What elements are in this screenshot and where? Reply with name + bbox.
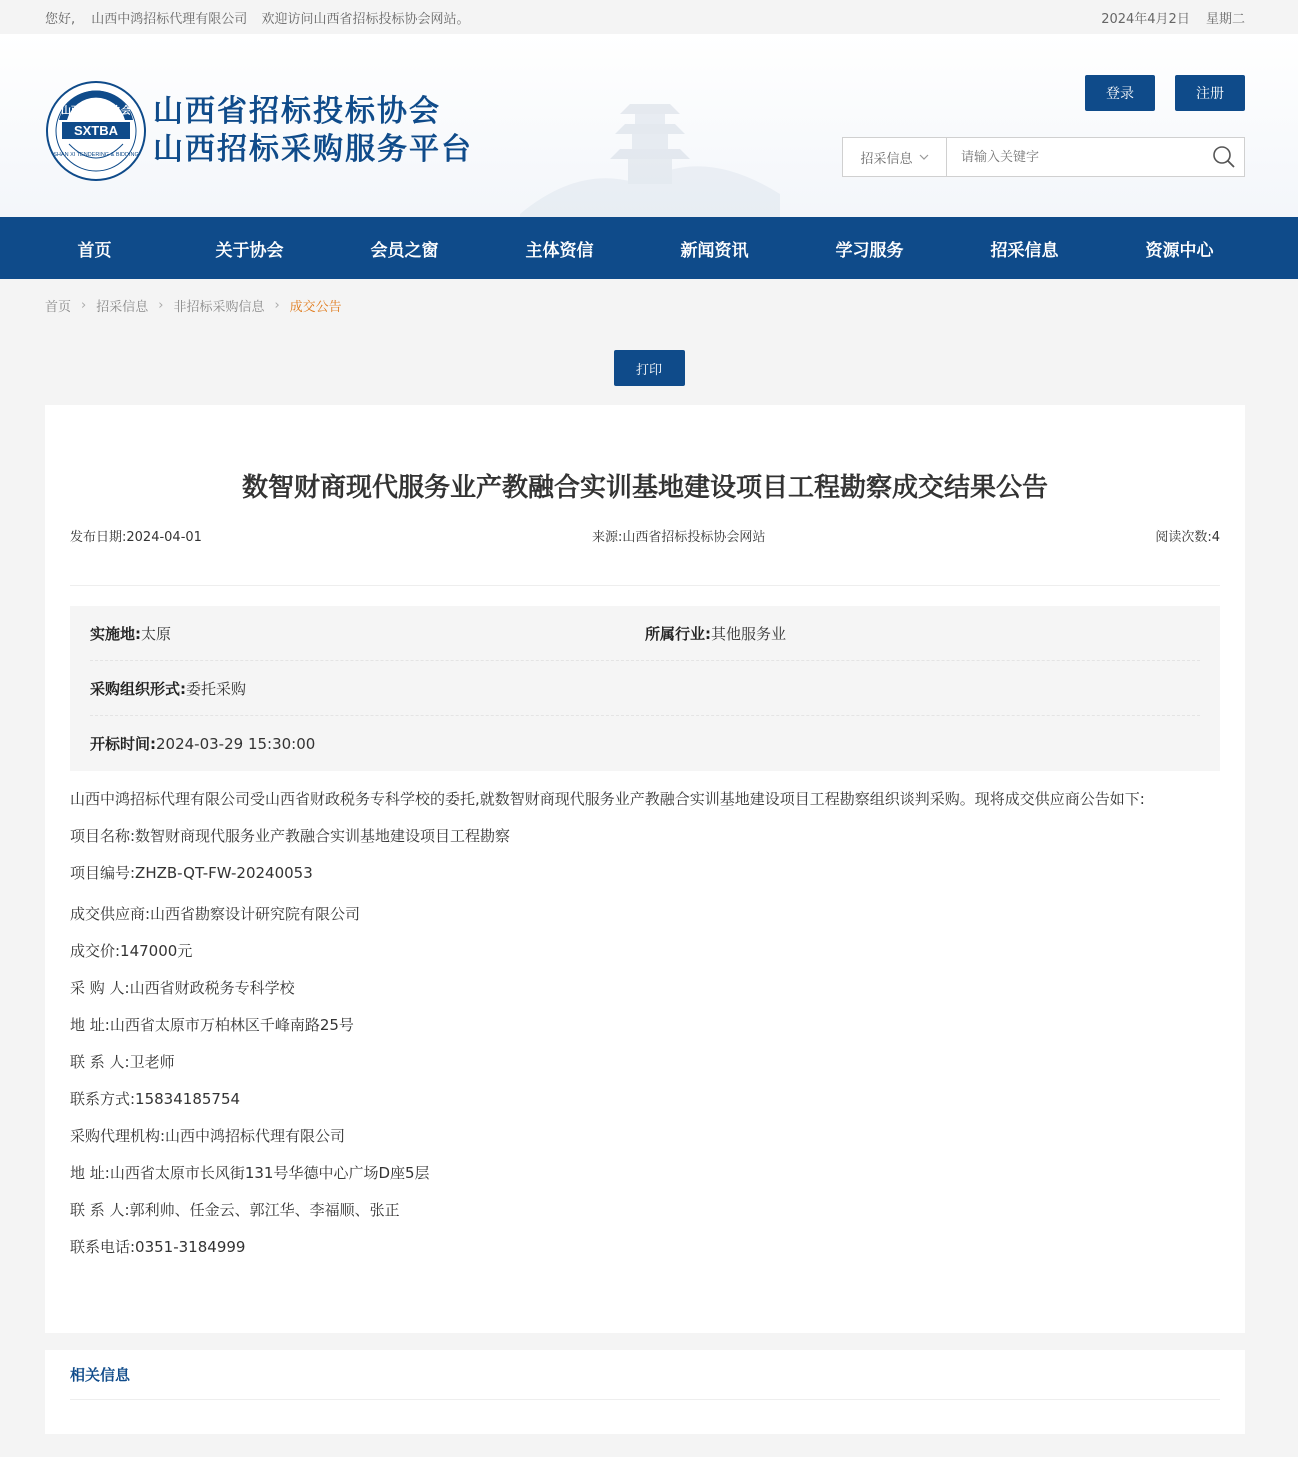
article-title: 数智财商现代服务业产教融合实训基地建设项目工程勘察成交结果公告: [241, 473, 1048, 503]
search-category-select[interactable]: [843, 138, 947, 176]
info-panel: [70, 606, 1220, 771]
body-line: 联系电话:0351-3184999: [70, 1238, 246, 1256]
logo-title: [153, 93, 473, 169]
logo-line-1: 山西省招标投标协会: [153, 94, 441, 129]
industry-label: 所属行业:: [645, 624, 711, 643]
chevron-down-icon: [919, 152, 929, 163]
pagoda-decoration-icon: [520, 54, 780, 217]
nav-credit[interactable]: 主体资信: [525, 240, 594, 261]
open-time-cell: [90, 733, 1200, 754]
info-row: [90, 716, 1200, 771]
form-cell: [90, 678, 1200, 699]
body-line: 项目名称:数智财商现代服务业产教融合实训基地建设项目工程勘察: [70, 827, 511, 845]
breadcrumb: [0, 279, 1298, 331]
location-cell: [90, 623, 645, 644]
company-name: 山西中鸿招标代理有限公司: [91, 11, 248, 27]
info-row: [90, 606, 1200, 661]
body-line: 采购代理机构:山西中鸿招标代理有限公司: [70, 1127, 346, 1145]
body-line: 联 系 人:郭利帅、任金云、郭江华、李福顺、张正: [70, 1201, 400, 1219]
intro-paragraph: 山西中鸿招标代理有限公司受山西省财政税务专科学校的委托,就数智财商现代服务业产教融合实训基地建设项目工程勘察组织谈判采购。现将成交供应商公告如下:: [70, 790, 1145, 808]
logo-ring-top-text: 山西省招标协会: [61, 106, 131, 117]
article-body: [70, 789, 1220, 1257]
chevron-right-icon: ›: [81, 297, 87, 313]
body-line: 联 系 人:卫老师: [70, 1053, 175, 1071]
form-label: 采购组织形式:: [90, 679, 186, 698]
current-weekday: 星期二: [1205, 11, 1245, 27]
date-area: [1089, 8, 1245, 27]
site-header: [0, 34, 1298, 217]
body-line: 地 址:山西省太原市长风街131号华德中心广场D座5层: [70, 1164, 430, 1182]
chevron-right-icon: ›: [274, 297, 280, 313]
logo-badge-text: SXTBA: [73, 123, 119, 138]
open-time-label: 开标时间:: [90, 735, 156, 753]
nav-news[interactable]: 新闻资讯: [680, 240, 749, 261]
search-input[interactable]: [947, 138, 1204, 176]
greeting-area: [45, 8, 481, 27]
site-logo[interactable]: [45, 80, 473, 182]
nav-resources[interactable]: 资源中心: [1145, 240, 1214, 261]
body-line: 成交价:147000元: [70, 942, 193, 960]
location-value: 太原: [141, 624, 172, 643]
welcome-text: 欢迎访问山西省招标投标协会网站。: [261, 11, 470, 27]
article-card: [45, 405, 1245, 1333]
nav-home[interactable]: 首页: [77, 240, 112, 261]
breadcrumb-non-tender[interactable]: 非招标采购信息: [173, 299, 265, 315]
location-label: 实施地:: [90, 624, 141, 643]
nav-procurement[interactable]: 招采信息: [990, 240, 1059, 261]
greeting-text: 您好,: [45, 11, 76, 27]
association-emblem-icon: [45, 80, 147, 182]
article-meta: [70, 526, 1220, 586]
register-button[interactable]: 注册: [1175, 75, 1245, 111]
breadcrumb-home[interactable]: 首页: [45, 299, 72, 315]
article-source: 来源:山西省招标投标协会网站: [591, 530, 766, 545]
info-row: [90, 661, 1200, 716]
print-button[interactable]: 打印: [614, 350, 685, 386]
search-icon[interactable]: [1204, 145, 1244, 169]
open-time-value: 2024-03-29 15:30:00: [156, 735, 316, 753]
publish-date: 发布日期:2024-04-01: [70, 530, 202, 545]
nav-about[interactable]: 关于协会: [215, 240, 284, 261]
related-info-title: 相关信息: [70, 1350, 1220, 1400]
login-button[interactable]: 登录: [1085, 75, 1155, 111]
logo-ring-bottom-text: SHAN XI TENDERING & BIDDING: [53, 152, 139, 158]
industry-value: 其他服务业: [711, 624, 787, 643]
nav-members[interactable]: 会员之窗: [370, 240, 439, 261]
current-date: 2024年4月2日: [1101, 11, 1190, 27]
breadcrumb-current: 成交公告: [289, 299, 342, 315]
logo-line-2: 山西招标采购服务平台: [153, 132, 473, 167]
body-line: 成交供应商:山西省勘察设计研究院有限公司: [70, 905, 361, 923]
top-bar: [0, 0, 1298, 34]
search-category-label: 招采信息: [860, 151, 913, 167]
breadcrumb-procurement[interactable]: 招采信息: [96, 299, 149, 315]
print-area: [0, 331, 1298, 386]
body-line: 地 址:山西省太原市万柏林区千峰南路25号: [70, 1016, 354, 1034]
chevron-right-icon: ›: [158, 297, 164, 313]
body-line: 联系方式:15834185754: [70, 1090, 241, 1108]
main-nav: [0, 217, 1298, 279]
form-value: 委托采购: [186, 679, 247, 698]
search-bar: [842, 137, 1245, 177]
body-line: 采 购 人:山西省财政税务专科学校: [70, 979, 295, 997]
related-info-section: [45, 1350, 1245, 1434]
industry-cell: [645, 623, 1200, 644]
nav-learning[interactable]: 学习服务: [835, 240, 904, 261]
body-line: 项目编号:ZHZB-QT-FW-20240053: [70, 864, 313, 882]
read-count: 阅读次数:4: [1155, 530, 1220, 545]
